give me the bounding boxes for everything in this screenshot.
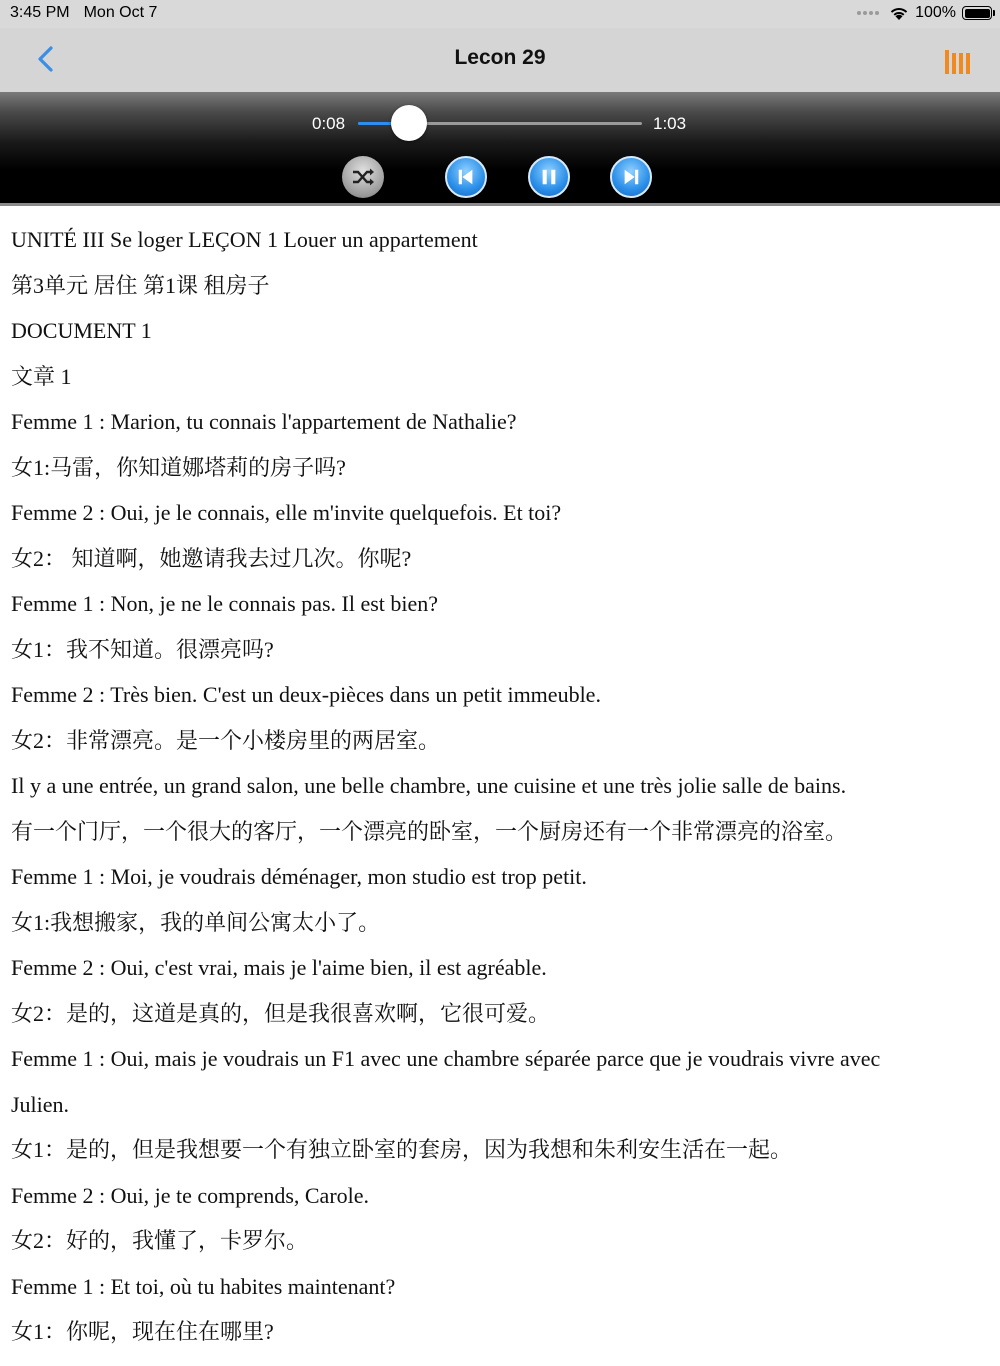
previous-track-icon — [447, 158, 485, 196]
progress-slider[interactable] — [358, 122, 642, 125]
total-time: 1:03 — [653, 114, 687, 133]
pause-button[interactable] — [528, 156, 570, 198]
text-line: Il y a une entrée, un grand salon, une belle chambre, une cuisine et une très jolie salle de bains. — [11, 773, 847, 798]
text-line: 女1:马雷，你知道娜塔莉的房子吗? — [11, 454, 346, 480]
text-line: 女1：我不知道。很漂亮吗? — [11, 636, 274, 662]
status-date: Mon Oct 7 — [83, 4, 158, 21]
pause-icon — [530, 158, 568, 196]
next-track-icon — [612, 158, 650, 196]
text-line: 女2：好的，我懂了，卡罗尔。 — [11, 1228, 309, 1253]
text-line: Femme 2 : Oui, c'est vrai, mais je l'aime bien, il est agréable. — [11, 955, 547, 980]
signal-icon — [857, 11, 879, 15]
text-line: Julien. — [11, 1091, 70, 1117]
status-right — [857, 4, 992, 22]
next-track-button[interactable] — [610, 156, 652, 198]
current-time: 0:08 — [312, 114, 346, 133]
battery-icon — [962, 6, 992, 20]
nav-bar — [0, 28, 1000, 92]
text-line: UNITÉ III Se loger LEÇON 1 Louer un appartement — [11, 227, 478, 252]
text-line: 第3单元 居住 第1课 租房子 — [11, 272, 270, 298]
audio-player — [0, 92, 1000, 206]
text-line: Femme 1 : Non, je ne le connais pas. Il est bien? — [11, 591, 439, 616]
text-line: 有一个门厅，一个很大的客厅，一个漂亮的卧室，一个厨房还有一个非常漂亮的浴室。 — [11, 818, 848, 844]
shuffle-button[interactable] — [342, 156, 384, 198]
text-line: 女1：是的，但是我想要一个有独立卧室的套房，因为我想和朱利安生活在一起。 — [11, 1137, 793, 1162]
text-line: 女1：你呢，现在住在哪里? — [11, 1319, 274, 1344]
shuffle-icon — [342, 156, 384, 198]
text-line: Femme 1 : Marion, tu connais l'appartement de Nathalie? — [11, 409, 517, 434]
text-line: Femme 2 : Très bien. C'est un deux-pièces dans un petit immeuble. — [11, 682, 601, 707]
text-line: 女2：是的，这道是真的，但是我很喜欢啊，它很可爱。 — [11, 1000, 551, 1026]
lesson-text — [11, 206, 991, 1344]
wifi-icon — [889, 5, 909, 21]
battery-percent: 100% — [915, 4, 956, 21]
progress-thumb[interactable] — [391, 105, 427, 141]
text-line: Femme 1 : Oui, mais je voudrais un F1 avec une chambre séparée parce que je voudrais vivre avec — [11, 1046, 881, 1071]
status-bar — [0, 0, 1000, 28]
text-line: DOCUMENT 1 — [11, 318, 152, 343]
text-line: Femme 1 : Moi, je voudrais déménager, mon studio est trop petit. — [11, 864, 587, 889]
text-line: 文章 1 — [11, 363, 72, 389]
library-icon — [944, 48, 974, 76]
text-line: Femme 1 : Et toi, où tu habites maintenant? — [11, 1273, 396, 1299]
status-time: 3:45 PM — [10, 4, 70, 21]
text-line: Femme 2 : Oui, je le connais, elle m'invite quelquefois. Et toi? — [11, 500, 562, 525]
text-line: 女2：非常漂亮。是一个小楼房里的两居室。 — [11, 727, 441, 753]
text-line: 女1:我想搬家，我的单间公寓太小了。 — [11, 909, 381, 935]
page-title: Lecon 29 — [454, 46, 546, 69]
previous-track-button[interactable] — [445, 156, 487, 198]
text-line: Femme 2 : Oui, je te comprends, Carole. — [11, 1182, 370, 1208]
library-button[interactable] — [944, 48, 974, 76]
text-line: 女2： 知道啊，她邀请我去过几次。你呢? — [11, 545, 412, 571]
status-left — [10, 4, 157, 22]
